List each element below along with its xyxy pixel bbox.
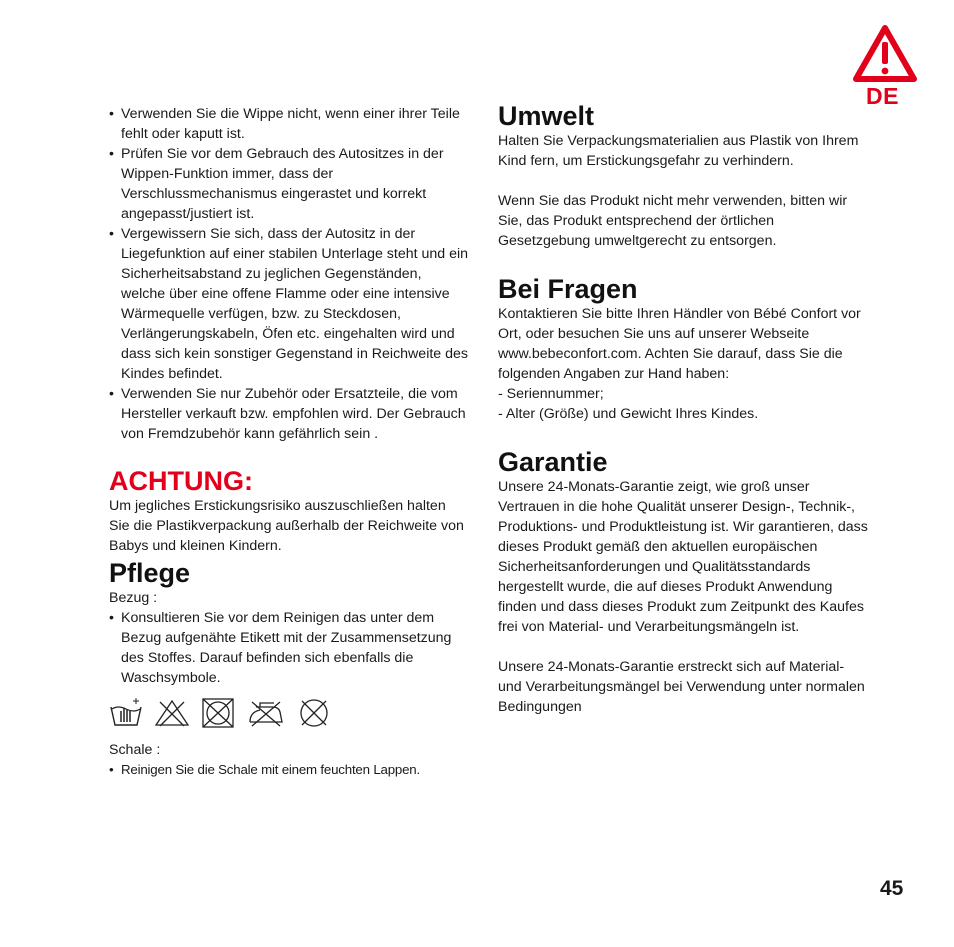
care-symbols <box>109 696 469 730</box>
no-iron-icon <box>246 698 286 728</box>
garantie-text-2: Unsere 24-Monats-Garantie erstreckt sich auf Material- und Verarbeitungsmängel bei Verwendung unter normalen Bedingungen <box>498 659 865 715</box>
list-item: • Reinigen Sie die Schale mit einem feuchten Lappen. <box>109 760 469 780</box>
language-code: DE <box>866 83 899 109</box>
garantie-text-1: Unsere 24-Monats-Garantie zeigt, wie groß unser Vertrauen in die hohe Qualität unserer Design-, Technik-, Produktions- und Produktleistung ist. Wir garantieren, dass dieses Produkt gemäß den aktuellen europäischen Sicherheitsanforderungen und Qualitätsstandards hergestellt wurde, die auf dieses Produkt Anwendung finden und dass dieses Produkt zum Zeitpunkt des Kaufes frei von Material- und Verarbeitungsmängeln ist. <box>498 479 868 635</box>
achtung-text: Um jegliches Erstickungsrisiko auszuschließen halten Sie die Plastikverpackung außerhalb der Reichweite von Babys und kleinen Kindern. <box>109 498 464 554</box>
no-bleach-icon <box>154 698 190 728</box>
list-item: • Vergewissern Sie sich, dass der Autositz in der Liegefunktion auf einer stabilen Unterlage steht und ein Sicherheitsabstand zu jeglichen Gegenständen, welche über eine offene Flamme oder eine intensive Wärmequelle verfügen, bzw. zu Steckdosen, Verlängerungskabeln, Öfen etc. eingehalten wird und dass sich kein sonstiger Gegenstand in Reichweite des Kindes befindet. <box>109 224 469 384</box>
list-item: • Konsultieren Sie vor dem Reinigen das unter dem Bezug aufgenähte Etikett mit der Zusammensetzung des Stoffes. Darauf befinden sich ebenfalls die Waschsymbole. <box>109 608 469 688</box>
pflege-heading: Pflege <box>109 558 191 588</box>
hand-wash-icon <box>109 698 143 728</box>
list-item: • Verwenden Sie nur Zubehör oder Ersatzteile, die vom Hersteller verkauft bzw. empfohlen wird. Der Gebrauch von Fremdzubehör kann gefährlich sein . <box>109 384 469 444</box>
umwelt-heading: Umwelt <box>498 101 595 131</box>
schale-label: Schale : <box>109 742 161 758</box>
bei-fragen-text: Kontaktieren Sie bitte Ihren Händler von Bébé Confort vor Ort, oder besuchen Sie uns auf unserer Webseite www.bebeconfort.com. Achten Sie darauf, dass Sie die folgenden Angaben zur Hand haben: <box>498 306 861 382</box>
page-number: 45 <box>880 877 904 900</box>
list-item: • Verwenden Sie die Wippe nicht, wenn einer ihrer Teile fehlt oder kaputt ist. <box>109 104 469 144</box>
bei-fragen-line-age: - Alter (Größe) und Gewicht Ihres Kindes. <box>498 406 759 422</box>
no-dry-clean-icon <box>297 697 331 729</box>
schale-bullet-list <box>109 760 469 780</box>
no-tumble-dry-icon <box>201 697 235 729</box>
safety-bullet-list <box>109 104 469 444</box>
bezug-bullet-list <box>109 608 469 688</box>
left-column <box>109 104 469 780</box>
garantie-heading: Garantie <box>498 447 608 477</box>
warning-triangle-icon <box>852 24 918 84</box>
achtung-heading: ACHTUNG: <box>109 466 253 496</box>
umwelt-text-2: Wenn Sie das Produkt nicht mehr verwenden, bitten wir Sie, das Produkt entsprechend der örtlichen Gesetzgebung umweltgerecht zu entsorgen. <box>498 193 848 249</box>
right-column <box>498 101 868 717</box>
bezug-label: Bezug : <box>109 590 158 606</box>
umwelt-text-1: Halten Sie Verpackungsmaterialien aus Plastik von Ihrem Kind fern, um Erstickungsgefahr zu verhindern. <box>498 133 859 169</box>
list-item: • Prüfen Sie vor dem Gebrauch des Autositzes in der Wippen-Funktion immer, dass der Verschlussmechanismus eingerastet und korrekt angepasst/justiert ist. <box>109 144 469 224</box>
bei-fragen-line-serial: - Seriennummer; <box>498 386 604 402</box>
bei-fragen-heading: Bei Fragen <box>498 274 638 304</box>
